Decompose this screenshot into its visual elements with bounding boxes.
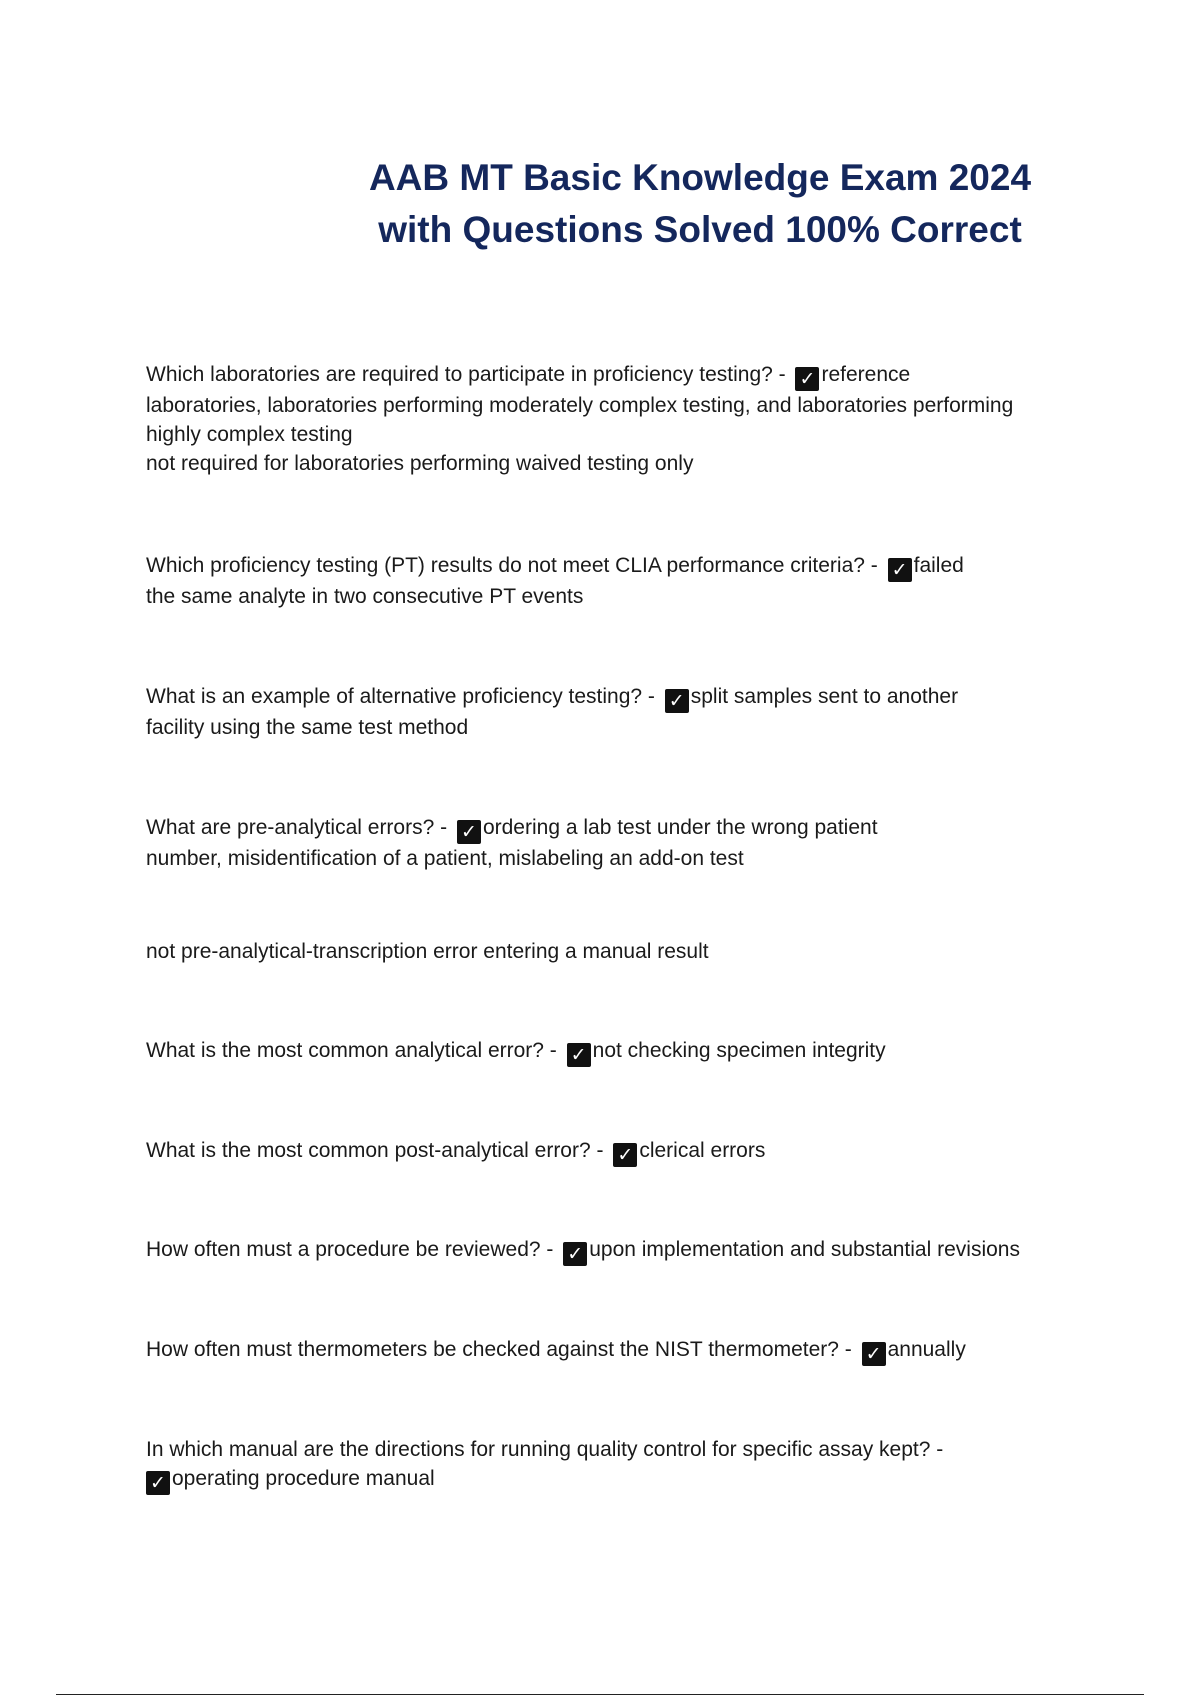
qa-item [146, 360, 1096, 478]
checkmark-box-icon: ✓ [613, 1143, 637, 1167]
answer-text: operating procedure manual [172, 1467, 435, 1490]
answer-text: annually [887, 1338, 966, 1361]
answer-text: the same analyte in two consecutive PT events [146, 585, 584, 608]
answer-text: facility using the same test method [146, 716, 469, 739]
answer-text: reference [821, 363, 911, 386]
title-line-1: AAB MT Basic Knowledge Exam 2024 [368, 157, 1032, 198]
answer-text: ordering a lab test under the wrong patient [482, 816, 878, 839]
qa-line [146, 682, 1096, 713]
answer-text: not checking specimen integrity [592, 1039, 886, 1062]
question-text: Which proficiency testing (PT) results do not meet CLIA performance criteria? - [146, 554, 884, 577]
qa-line [146, 813, 1096, 844]
qa-item [146, 937, 1096, 966]
question-text: What is an example of alternative proficiency testing? - [146, 685, 661, 708]
qa-item [146, 813, 1096, 873]
question-text: What are pre-analytical errors? - [146, 816, 453, 839]
answer-text: highly complex testing [146, 423, 353, 446]
qa-item [146, 1335, 1096, 1366]
checkmark-box-icon: ✓ [795, 367, 819, 391]
qa-line [146, 1136, 1096, 1167]
qa-line [146, 1036, 1096, 1067]
question-text: In which manual are the directions for running quality control for specific assay kept? - [146, 1438, 944, 1461]
answer-text: split samples sent to another [690, 685, 959, 708]
checkmark-box-icon: ✓ [457, 820, 481, 844]
question-text: What is the most common post-analytical error? - [146, 1139, 610, 1162]
qa-item [146, 1435, 1096, 1495]
answer-text: clerical errors [639, 1139, 766, 1162]
answer-text: failed [913, 554, 964, 577]
footer-divider [56, 1694, 1144, 1695]
qa-line [146, 1335, 1096, 1366]
checkmark-box-icon: ✓ [146, 1471, 170, 1495]
checkmark-box-icon: ✓ [567, 1043, 591, 1067]
question-text: How often must thermometers be checked against the NIST thermometer? - [146, 1338, 858, 1361]
document-title [300, 152, 1100, 256]
checkmark-box-icon: ✓ [563, 1242, 587, 1266]
qa-item [146, 682, 1096, 742]
question-text: How often must a procedure be reviewed? - [146, 1238, 560, 1261]
qa-line [146, 1464, 1096, 1495]
answer-text: upon implementation and substantial revisions [589, 1238, 1020, 1261]
answer-text: number, misidentification of a patient, mislabeling an add-on test [146, 847, 744, 870]
qa-item [146, 551, 1096, 611]
note-text: not pre-analytical-transcription error entering a manual result [146, 940, 709, 963]
qa-item [146, 1235, 1096, 1266]
checkmark-box-icon: ✓ [665, 689, 689, 713]
checkmark-box-icon: ✓ [888, 558, 912, 582]
question-text: Which laboratories are required to participate in proficiency testing? - [146, 363, 792, 386]
qa-line [146, 360, 1096, 391]
qa-line [146, 551, 1096, 582]
title-line-2: with Questions Solved 100% Correct [378, 209, 1022, 250]
qa-line [146, 1235, 1096, 1266]
checkmark-box-icon: ✓ [862, 1342, 886, 1366]
qa-item [146, 1136, 1096, 1167]
question-text: What is the most common analytical error? - [146, 1039, 563, 1062]
answer-text: laboratories, laboratories performing moderately complex testing, and laboratories performing [146, 394, 1014, 417]
answer-text: not required for laboratories performing waived testing only [146, 452, 694, 475]
qa-item [146, 1036, 1096, 1067]
